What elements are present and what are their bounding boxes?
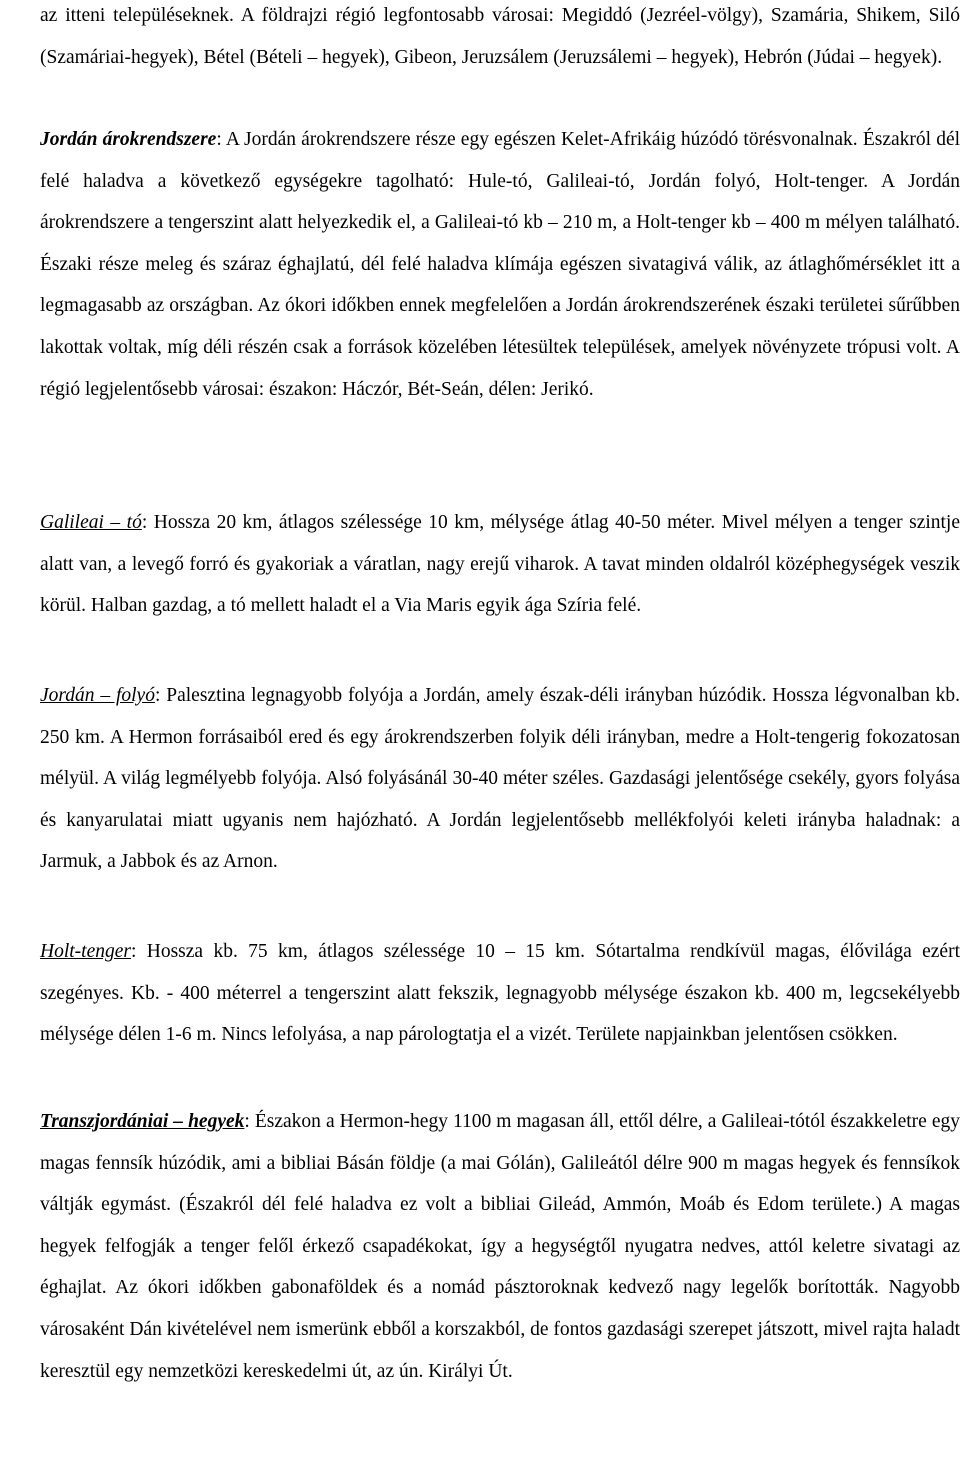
section-5-body: Északon a Hermon-hegy 1100 m magasan áll, ettől délre, a Galileai-tótól északkeletre egy magas fennsík húzódik, ami a bibliai Básán földje (a mai Gólán), Galileától délre 900 m magas hegyek és fennsíkok váltják egymást. (Északról dél felé haladva ez volt a bibliai Gileád, Ammón, Moáb és Edom területe.) A magas hegyek felfogják a tenger felől érkező csapadékokat, így a hegységtől nyugatra nedves, attól keletre sivatagi az éghajlat. Az ókori időkben gabonaföldek és a nomád pásztoroknak kedvező nagy legelők borították. Nagyobb városaként Dán kivételével nem ismerünk ebből a korszakból, de fontos gazdasági szerepet játszott, mivel rajta haladt keresztül egy nemzetközi kereskedelmi út, az ún. Királyi Út.: [40, 1111, 960, 1382]
section-5-title: Transzjordániai – hegyek: [40, 1111, 245, 1132]
galilei-paragraph: [40, 502, 960, 627]
section-5-number: [4, 1101, 40, 1143]
holt-term-separator: :: [130, 941, 147, 962]
section-4-title: Jordán árokrendszere: [40, 129, 217, 150]
intro-text: az itteni településeknek. A földrajzi régió legfontosabb városai: Megiddó (Jezréel-völgy), Szamária, Shikem, Siló (Szamáriai-hegyek), Bétel (Bételi – hegyek), Gibeon, Jeruzsálem (Jeruzsálemi – hegyek), Hebrón (Júdai – hegyek).: [40, 5, 960, 68]
section-4-body: A Jordán árokrendszere része egy egészen Kelet-Afrikáig húzódó törésvonalnak. Északról dél felé haladva a következő egységekre tagolható: Hule-tó, Galileai-tó, Jordán folyó, Holt-tenger. A Jordán árokrendszere a tengerszint alatt helyezkedik el, a Galileai-tó kb – 210 m, a Holt-tenger kb – 400 m mélyen található. Északi része meleg és száraz éghajlatú, dél felé haladva klímája egészen sivatagivá válik, az átlaghőmérséklet itt a legmagasabb az országban. Az ókori időkben ennek megfelelően a Jordán árokrendszerének északi területei sűrűbben lakottak voltak, míg déli részén csak a források közelében létesültek települések, amelyek növényzete trópusi volt. A régió legjelentősebb városai: északon: Háczór, Bét-Seán, délen: Jerikó.: [40, 129, 960, 400]
jordan-paragraph: [40, 675, 960, 883]
section-5-paragraph: [4, 1101, 960, 1392]
holt-body: Hossza kb. 75 km, átlagos szélessége 10 – 15 km. Sótartalma rendkívül magas, élővilága ezért szegényes. Kb. - 400 méterrel a tengerszint alatt fekszik, legnagyobb mélysége északon kb. 400 m, legcsekélyebb mélysége délen 1-6 m. Nincs lefolyása, a nap párologtatja el a vizét. Területe napjainkban jelentősen csökken.: [40, 941, 960, 1046]
section-4-title-separator: :: [216, 129, 226, 150]
holt-paragraph: [40, 931, 960, 1056]
jordan-term-separator: :: [154, 685, 167, 706]
section-4-number: [4, 119, 40, 161]
holt-term: Holt-tenger: [40, 941, 131, 962]
section-5-title-separator: :: [244, 1111, 255, 1132]
section-4-paragraph: [4, 119, 960, 410]
galilei-term-separator: :: [141, 512, 154, 533]
galilei-term: Galileai – tó: [40, 512, 142, 533]
jordan-term: Jordán – folyó: [40, 685, 155, 706]
jordan-body: Palesztina legnagyobb folyója a Jordán, amely észak-déli irányban húzódik. Hossza légvonalban kb. 250 km. A Hermon forrásaiból ered és egy árokrendszerben folyik déli irányban, medre a Holt-tengerig fokozatosan mélyül. A világ legmélyebb folyója. Alsó folyásánál 30-40 méter széles. Gazdasági jelentősége csekély, gyors folyása és kanyarulatai miatt ugyanis nem hajózható. A Jordán legjelentősebb mellékfolyói keleti irányba haladnak: a Jarmuk, a Jabbok és az Arnon.: [40, 685, 960, 873]
intro-paragraph: [40, 0, 960, 78]
galilei-body: Hossza 20 km, átlagos szélessége 10 km, mélysége átlag 40-50 méter. Mivel mélyen a tenger szintje alatt van, a levegő forró és gyakoriak a váratlan, nagy erejű viharok. A tavat minden oldalról középhegységek veszik körül. Halban gazdag, a tó mellett haladt el a Via Maris egyik ága Szíria felé.: [40, 512, 960, 617]
